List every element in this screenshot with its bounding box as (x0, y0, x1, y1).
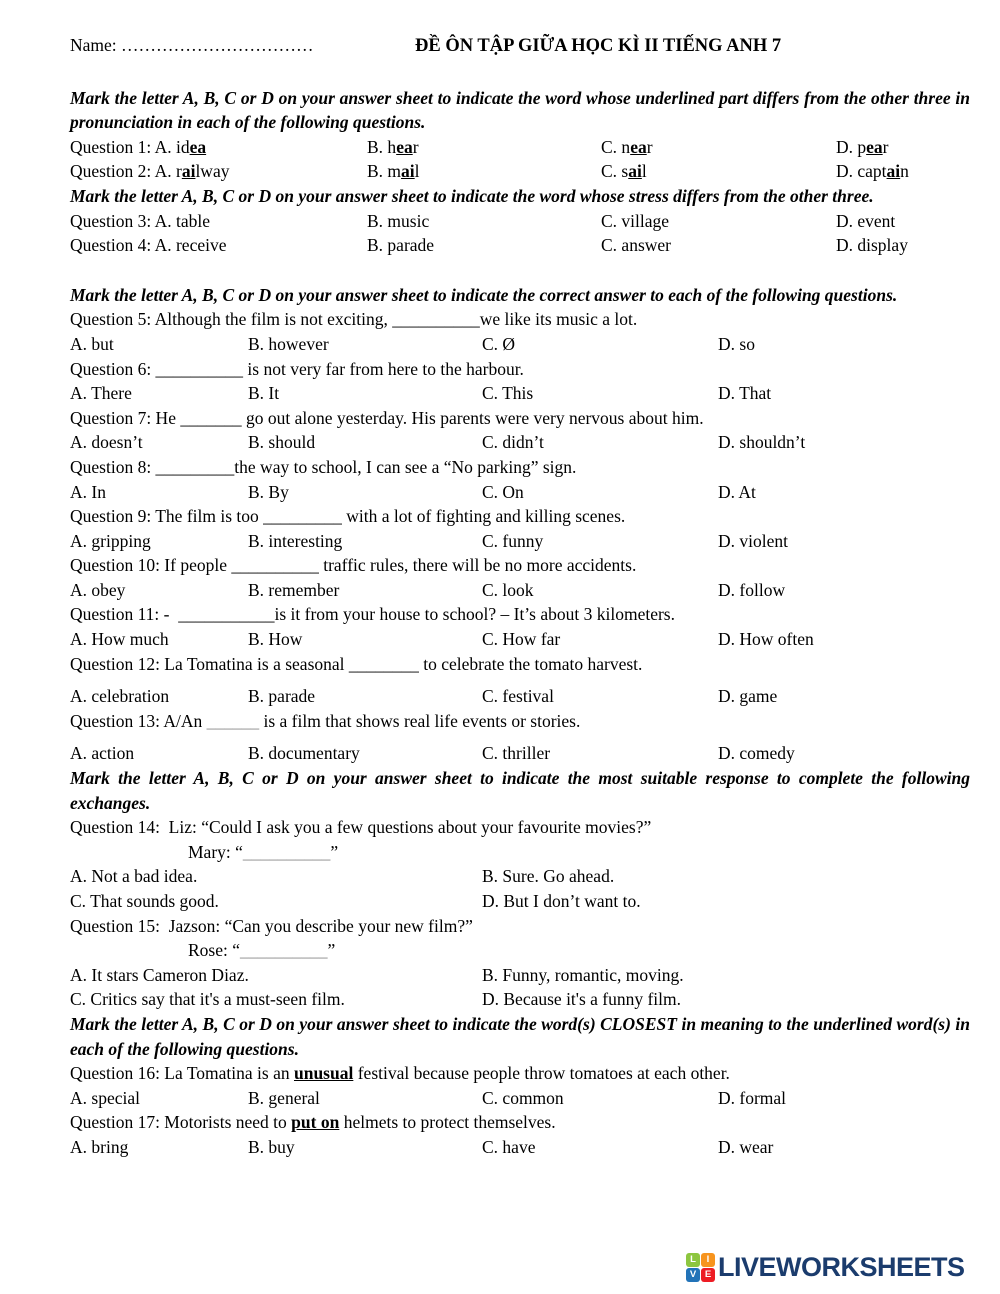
options-row (70, 741, 970, 766)
option-cell: A. bring (70, 1136, 129, 1157)
option-cell: C. sail (601, 161, 647, 182)
option-cell: D. shouldn’t (718, 432, 806, 453)
option-cell: A. gripping (70, 530, 151, 551)
option-cell: D. game (718, 686, 778, 707)
options-row (70, 578, 970, 603)
option-cell: D. event (836, 210, 896, 231)
option-cell: C. funny (482, 530, 544, 551)
option-cell: Question 1: A. idea (70, 136, 207, 157)
option-cell: B. documentary (248, 743, 360, 764)
option-cell: A. obey (70, 579, 126, 600)
question-1-row (70, 135, 970, 160)
option-cell: Question 3: A. table (70, 210, 210, 231)
question-8-stem: Question 8: _________the way to school, I can see a “No parking” sign. (70, 456, 577, 477)
option-cell: Question 2: A. railway (70, 161, 230, 182)
question-7-stem: Question 7: He _______ go out alone yesterday. His parents were very nervous about him. (70, 407, 704, 428)
section-instruction: Mark the letter A, B, C or D on your answer sheet to indicate the correct answer to each of the following questions. (70, 284, 898, 305)
option-cell: A. In (70, 481, 106, 502)
option-cell: B. remember (248, 579, 340, 600)
section-instruction: Mark the letter A, B, C or D on your answer sheet to indicate the word whose underlined part differs from the other three in pronunciation in each of the following questions. (70, 87, 970, 133)
options-row (70, 1086, 970, 1111)
option-cell: D. Because it's a funny film. (482, 989, 682, 1010)
option-cell: B. parade (248, 686, 316, 707)
options-row (70, 889, 970, 914)
option-cell: C. answer (601, 235, 671, 256)
logo-tile-i: I (701, 1253, 715, 1267)
option-cell: C. have (482, 1136, 536, 1157)
options-row (70, 627, 970, 652)
option-cell: C. near (601, 136, 653, 157)
options-row (70, 529, 970, 554)
option-cell: B. hear (367, 136, 419, 157)
option-cell: A. doesn’t (70, 432, 143, 453)
liveworksheets-logo-icon (686, 1253, 715, 1282)
options-row (70, 864, 970, 889)
question-3-row (70, 209, 970, 234)
dialogue-line: Mary: “__________” (188, 841, 339, 862)
options-row (70, 987, 970, 1012)
option-cell: B. buy (248, 1136, 295, 1157)
question-10-stem: Question 10: If people __________ traffic rules, there will be no more accidents. (70, 555, 637, 576)
worksheet-content (70, 33, 970, 1160)
option-cell: B. By (248, 481, 289, 502)
option-cell: B. How (248, 629, 303, 650)
option-cell: A. celebration (70, 686, 170, 707)
header (70, 33, 970, 59)
option-cell: D. formal (718, 1087, 787, 1108)
option-cell: A. action (70, 743, 135, 764)
option-cell: C. How far (482, 629, 561, 650)
option-cell: C. Ø (482, 333, 516, 354)
option-cell: D. That (718, 383, 772, 404)
question-9-stem: Question 9: The film is too _________ with a lot of fighting and killing scenes. (70, 506, 626, 527)
question-5-stem: Question 5: Although the film is not exciting, __________we like its music a lot. (70, 309, 638, 330)
options-row (70, 963, 970, 988)
question-16-stem: Question 16: La Tomatina is an unusual festival because people throw tomatoes at each other. (70, 1063, 730, 1084)
section-instruction: Mark the letter A, B, C or D on your answer sheet to indicate the word whose stress differs from the other three. (70, 185, 874, 206)
option-cell: D. follow (718, 579, 786, 600)
dialogue-line: Rose: “__________” (188, 940, 336, 961)
option-cell: C. On (482, 481, 524, 502)
section-instruction: Mark the letter A, B, C or D on your answer sheet to indicate the word(s) CLOSEST in meaning to the underlined word(s) in each of the following questions. (70, 1013, 970, 1059)
option-cell: C. didn’t (482, 432, 544, 453)
option-cell: B. however (248, 333, 329, 354)
name-field: Name: …………………………… (70, 35, 314, 55)
options-row (70, 430, 970, 455)
option-cell: C. thriller (482, 743, 551, 764)
option-cell: D. wear (718, 1136, 774, 1157)
question-15-stem: Question 15: Jazson: “Can you describe your new film?” (70, 915, 473, 936)
option-cell: D. so (718, 333, 755, 354)
question-11-stem: Question 11: - ___________is it from your house to school? – It’s about 3 kilometers. (70, 604, 675, 625)
option-cell: D. captain (836, 161, 909, 182)
question-13-stem: Question 13: A/An ______ is a film that shows real life events or stories. (70, 710, 581, 731)
liveworksheets-logo-text: LIVEWORKSHEETS (718, 1252, 965, 1282)
options-row (70, 381, 970, 406)
worksheet-body (70, 86, 970, 1160)
option-cell: C. Critics say that it's a must-seen film. (70, 989, 345, 1010)
option-cell: D. display (836, 235, 908, 256)
option-cell: C. That sounds good. (70, 891, 219, 911)
option-cell: A. special (70, 1087, 140, 1108)
logo-tile-e: E (701, 1268, 715, 1282)
option-cell: C. village (601, 210, 670, 231)
option-cell: A. but (70, 333, 114, 354)
option-cell: B. interesting (248, 530, 343, 551)
option-cell: A. There (70, 383, 132, 404)
option-cell: B. Funny, romantic, moving. (482, 964, 684, 985)
options-row (70, 480, 970, 505)
option-cell: C. look (482, 579, 534, 600)
option-cell: C. common (482, 1087, 564, 1108)
section-instruction: Mark the letter A, B, C or D on your answer sheet to indicate the most suitable response to complete the following exchanges. (70, 768, 970, 813)
option-cell: D. But I don’t want to. (482, 891, 641, 911)
options-row (70, 684, 970, 709)
question-4-row (70, 233, 970, 258)
option-cell: B. general (248, 1087, 320, 1108)
liveworksheets-logo[interactable] (686, 1252, 965, 1282)
logo-tile-l: L (686, 1253, 700, 1267)
option-cell: B. parade (367, 235, 435, 256)
option-cell: D. violent (718, 530, 788, 551)
question-6-stem: Question 6: __________ is not very far from here to the harbour. (70, 358, 524, 379)
option-cell: B. It (248, 383, 280, 404)
option-cell: D. At (718, 481, 756, 502)
options-row (70, 1135, 970, 1160)
option-cell: C. festival (482, 686, 554, 707)
options-row (70, 332, 970, 357)
option-cell: B. should (248, 432, 316, 453)
question-12-stem: Question 12: La Tomatina is a seasonal ________ to celebrate the tomato harvest. (70, 653, 643, 674)
option-cell: C. This (482, 383, 534, 404)
option-cell: D. pear (836, 136, 889, 157)
option-cell: A. Not a bad idea. (70, 866, 198, 887)
option-cell: A. How much (70, 629, 169, 650)
option-cell: B. Sure. Go ahead. (482, 866, 615, 887)
logo-tile-v: V (686, 1268, 700, 1282)
question-2-row (70, 159, 970, 184)
option-cell: D. comedy (718, 743, 795, 764)
option-cell: Question 4: A. receive (70, 235, 227, 256)
option-cell: B. music (367, 210, 430, 231)
question-17-stem: Question 17: Motorists need to put on helmets to protect themselves. (70, 1112, 556, 1133)
option-cell: A. It stars Cameron Diaz. (70, 964, 249, 985)
page-title: ĐỀ ÔN TẬP GIỮA HỌC KÌ II TIẾNG ANH 7 (415, 36, 782, 56)
option-cell: D. How often (718, 629, 814, 650)
option-cell: B. mail (367, 161, 420, 182)
question-14-stem: Question 14: Liz: “Could I ask you a few questions about your favourite movies?” (70, 817, 652, 838)
